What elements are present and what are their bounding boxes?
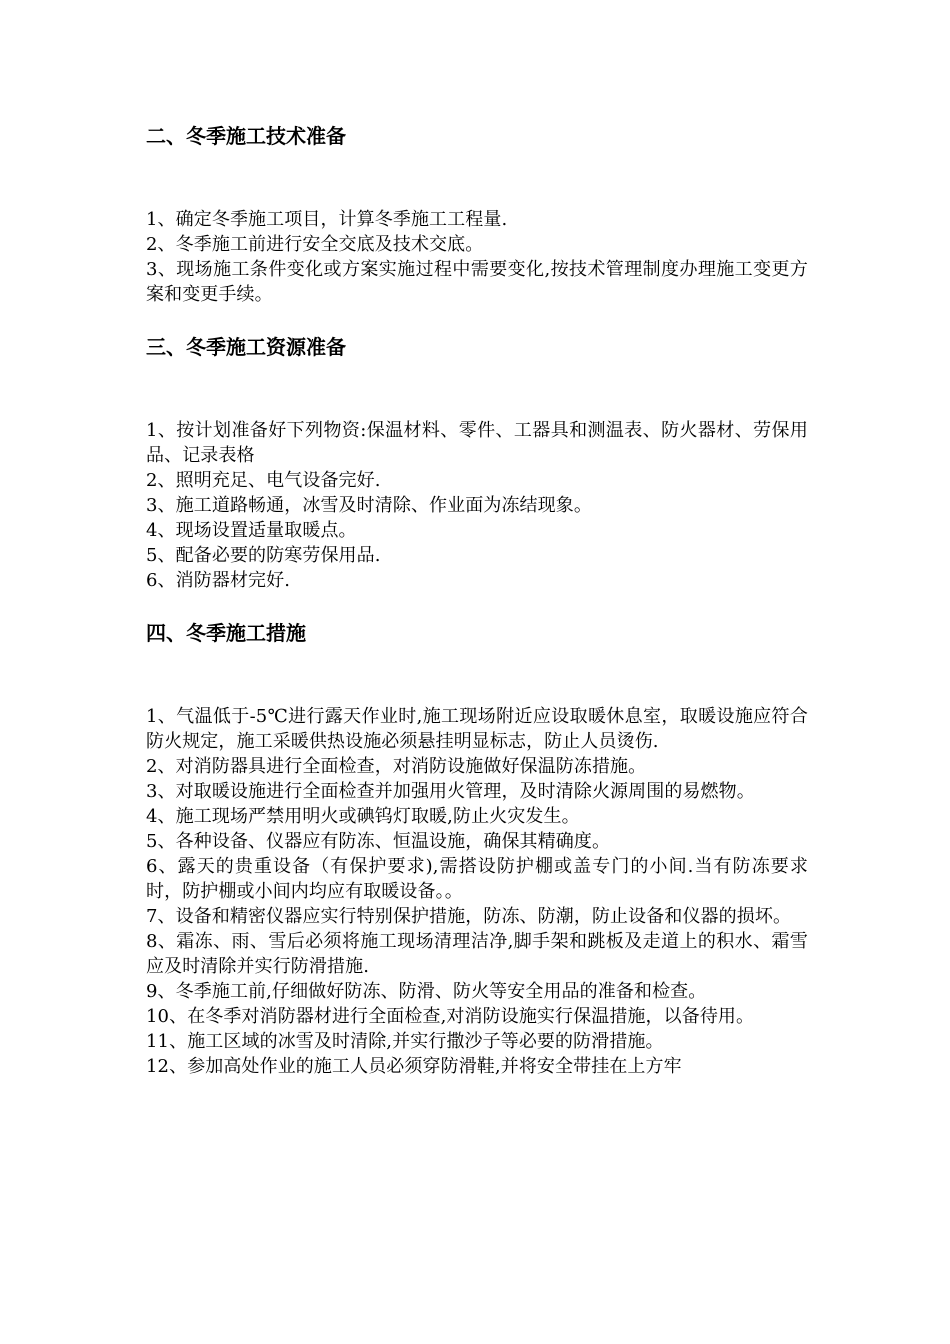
list-item: 3、对取暖设施进行全面检查并加强用火管理，及时清除火源周围的易燃物。 (146, 781, 755, 802)
list-item: 2、冬季施工前进行安全交底及技术交底。 (146, 234, 484, 255)
list-item: 1、确定冬季施工项目，计算冬季施工工程量. (146, 209, 508, 230)
document-content (146, 118, 808, 1079)
list-item: 11、施工区域的冰雪及时清除,并实行撒沙子等必要的防滑措施。 (146, 1031, 664, 1052)
list-item: 4、施工现场严禁用明火或碘钨灯取暖,防止火灾发生。 (146, 806, 580, 827)
section-title-resource-preparation: 三、冬季施工资源准备 (146, 335, 346, 359)
list-item: 12、参加高处作业的施工人员必须穿防滑鞋,并将安全带挂在上方牢 (146, 1056, 682, 1077)
section-body-resource-preparation (146, 418, 808, 593)
list-item: 1、气温低于-5℃进行露天作业时,施工现场附近应设取暖休息室，取暖设施应符合防火规定，施工采暖供热设施必须悬挂明显标志，防止人员烫伤. (146, 706, 808, 752)
section-title-technical-preparation: 二、冬季施工技术准备 (146, 124, 346, 148)
list-item: 6、消防器材完好. (146, 570, 291, 591)
list-item: 5、配备必要的防寒劳保用品. (146, 545, 381, 566)
list-item: 7、设备和精密仪器应实行特别保护措施，防冻、防潮，防止设备和仪器的损坏。 (146, 906, 792, 927)
list-item: 3、施工道路畅通，冰雪及时清除、作业面为冻结现象。 (146, 495, 592, 516)
list-item: 5、各种设备、仪器应有防冻、恒温设施，确保其精确度。 (146, 831, 611, 852)
list-item: 9、冬季施工前,仔细做好防冻、防滑、防火等安全用品的准备和检查。 (146, 981, 707, 1002)
list-item: 6、露天的贵重设备（有保护要求),需搭设防护棚或盖专门的小间.当有防冻要求时，防护棚或小间内均应有取暖设备。。 (146, 856, 808, 902)
list-item: 2、照明充足、电气设备完好. (146, 470, 381, 491)
list-item: 3、现场施工条件变化或方案实施过程中需要变化,按技术管理制度办理施工变更方案和变更手续。 (146, 259, 808, 305)
section-body-technical-preparation (146, 207, 808, 307)
list-item: 10、在冬季对消防器材进行全面检查,对消防设施实行保温措施，以备待用。 (146, 1006, 755, 1027)
list-item: 2、对消防器具进行全面检查，对消防设施做好保温防冻措施。 (146, 756, 647, 777)
section-body-construction-measures (146, 704, 808, 1079)
section-title-construction-measures: 四、冬季施工措施 (146, 621, 306, 645)
list-item: 8、霜冻、雨、雪后必须将施工现场清理洁净,脚手架和跳板及走道上的积水、霜雪应及时清除并实行防滑措施. (146, 931, 808, 977)
list-item: 4、现场设置适量取暖点。 (146, 520, 357, 541)
list-item: 1、按计划准备好下列物资:保温材料、零件、工器具和测温表、防火器材、劳保用品、记录表格 (146, 420, 808, 466)
